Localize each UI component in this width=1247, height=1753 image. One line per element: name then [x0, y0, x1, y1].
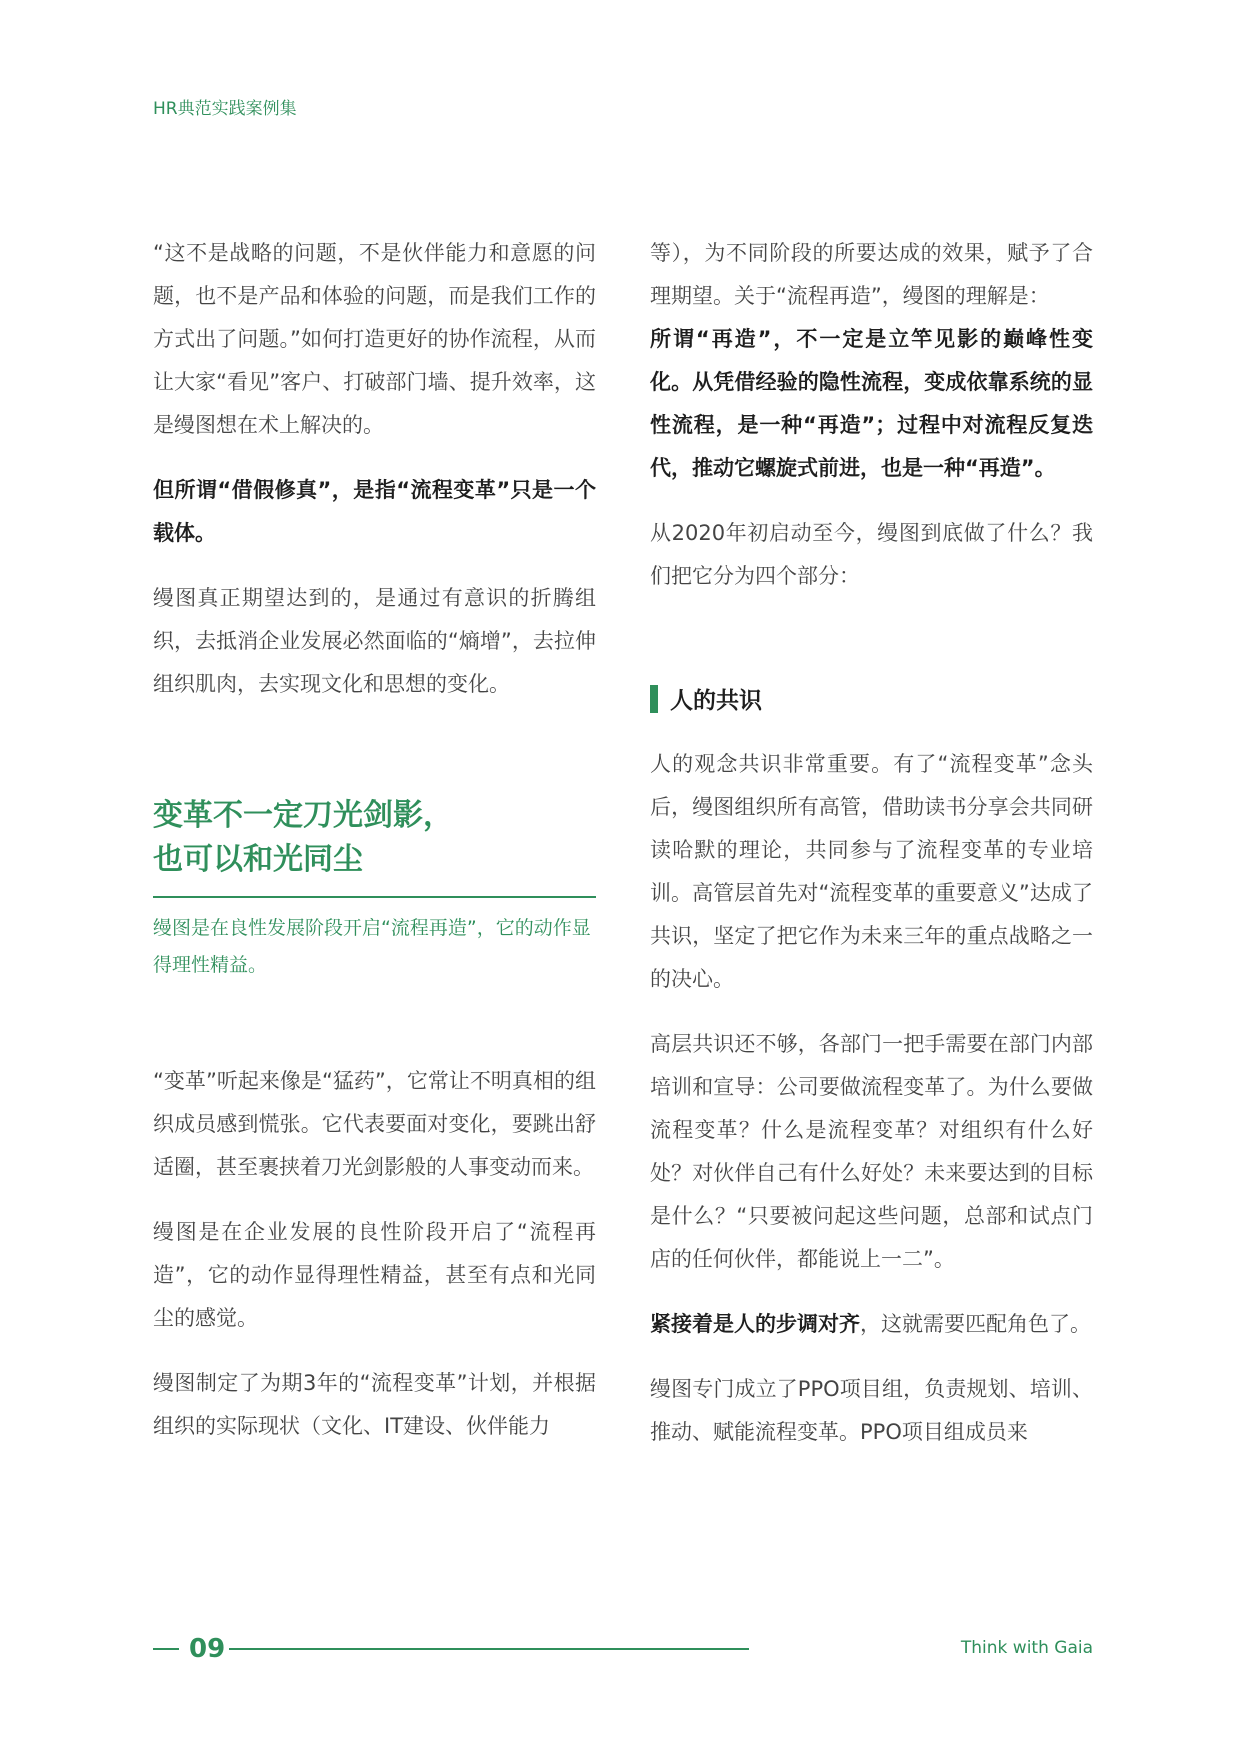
inline-bold: 紧接着是人的步调对齐 — [650, 1312, 860, 1336]
section-divider — [153, 896, 596, 898]
right-column — [650, 232, 1093, 1454]
paragraph: “这不是战略的问题，不是伙伴能力和意愿的问题，也不是产品和体验的问题，而是我们工作的方式出了问题。”如何打造更好的协作流程，从而让大家“看见”客户、打破部门墙、提升效率，这是缦图想在术上解决的。 — [153, 241, 596, 437]
inline-text: ，这就需要匹配角色了。 — [860, 1312, 1091, 1336]
paragraph: 缦图制定了为期3年的“流程变革”计划，并根据组织的实际现状（文化、IT建设、伙伴能力 — [153, 1371, 596, 1438]
paragraph: 缦图专门成立了PPO项目组，负责规划、培训、推动、赋能流程变革。PPO项目组成员来 — [650, 1377, 1093, 1444]
paragraph: 缦图是在企业发展的良性阶段开启了“流程再造”，它的动作显得理性精益，甚至有点和光同尘的感觉。 — [153, 1220, 596, 1330]
paragraph: 人的观念共识非常重要。有了“流程变革”念头后，缦图组织所有高管，借助读书分享会共同研读哈默的理论，共同参与了流程变革的专业培训。高管层首先对“流程变革的重要意义”达成了共识，坚定了把它作为未来三年的重点战略之一的决心。 — [650, 752, 1093, 991]
subheading-bar-marker — [650, 685, 658, 713]
paragraph — [650, 1303, 1093, 1346]
paragraph: 缦图真正期望达到的，是通过有意识的折腾组织，去抵消企业发展必然面临的“熵增”，去拉伸组织肌肉，去实现文化和思想的变化。 — [153, 586, 596, 696]
section-title-line-2: 也可以和光同尘 — [153, 842, 363, 877]
paragraph: 从2020年初启动至今，缦图到底做了什么？我们把它分为四个部分： — [650, 521, 1093, 588]
footer-tagline: Think with Gaia — [960, 1638, 1093, 1658]
footer-rule — [229, 1648, 749, 1650]
paragraph: “变革”听起来像是“猛药”，它常让不明真相的组织成员感到慌张。它代表要面对变化，要跳出舒适圈，甚至裹挟着刀光剑影般的人事变动而来。 — [153, 1069, 596, 1179]
page-number: 09 — [189, 1634, 226, 1664]
section-heading-block — [153, 794, 596, 984]
footer — [153, 1634, 1093, 1664]
paragraph-bold: 所谓“再造”，不一定是立竿见影的巅峰性变化。从凭借经验的隐性流程，变成依靠系统的显性流程，是一种“再造”；过程中对流程反复迭代，推动它螺旋式前进，也是一种“再造”。 — [650, 327, 1093, 480]
paragraph: 高层共识还不够，各部门一把手需要在部门内部培训和宣导：公司要做流程变革了。为什么要做流程变革？什么是流程变革？对组织有什么好处？对伙伴自己有什么好处？未来要达到的目标是什么？“只要被问起这些问题，总部和试点门店的任何伙伴，都能说上一二”。 — [650, 1032, 1093, 1271]
subheading-text: 人的共识 — [670, 688, 762, 714]
paragraph-bold: 但所谓“借假修真”，是指“流程变革”只是一个载体。 — [153, 478, 596, 545]
left-column — [153, 232, 596, 1448]
header-title: HR典范实践案例集 — [153, 99, 297, 119]
section-subtitle: 缦图是在良性发展阶段开启“流程再造”，它的动作显得理性精益。 — [153, 917, 591, 976]
section-title-line-1: 变革不一定刀光剑影， — [153, 798, 453, 833]
subheading — [650, 682, 1093, 715]
footer-dash — [153, 1648, 179, 1650]
paragraph: 等），为不同阶段的所要达成的效果，赋予了合理期望。关于“流程再造”，缦图的理解是： — [650, 241, 1093, 308]
